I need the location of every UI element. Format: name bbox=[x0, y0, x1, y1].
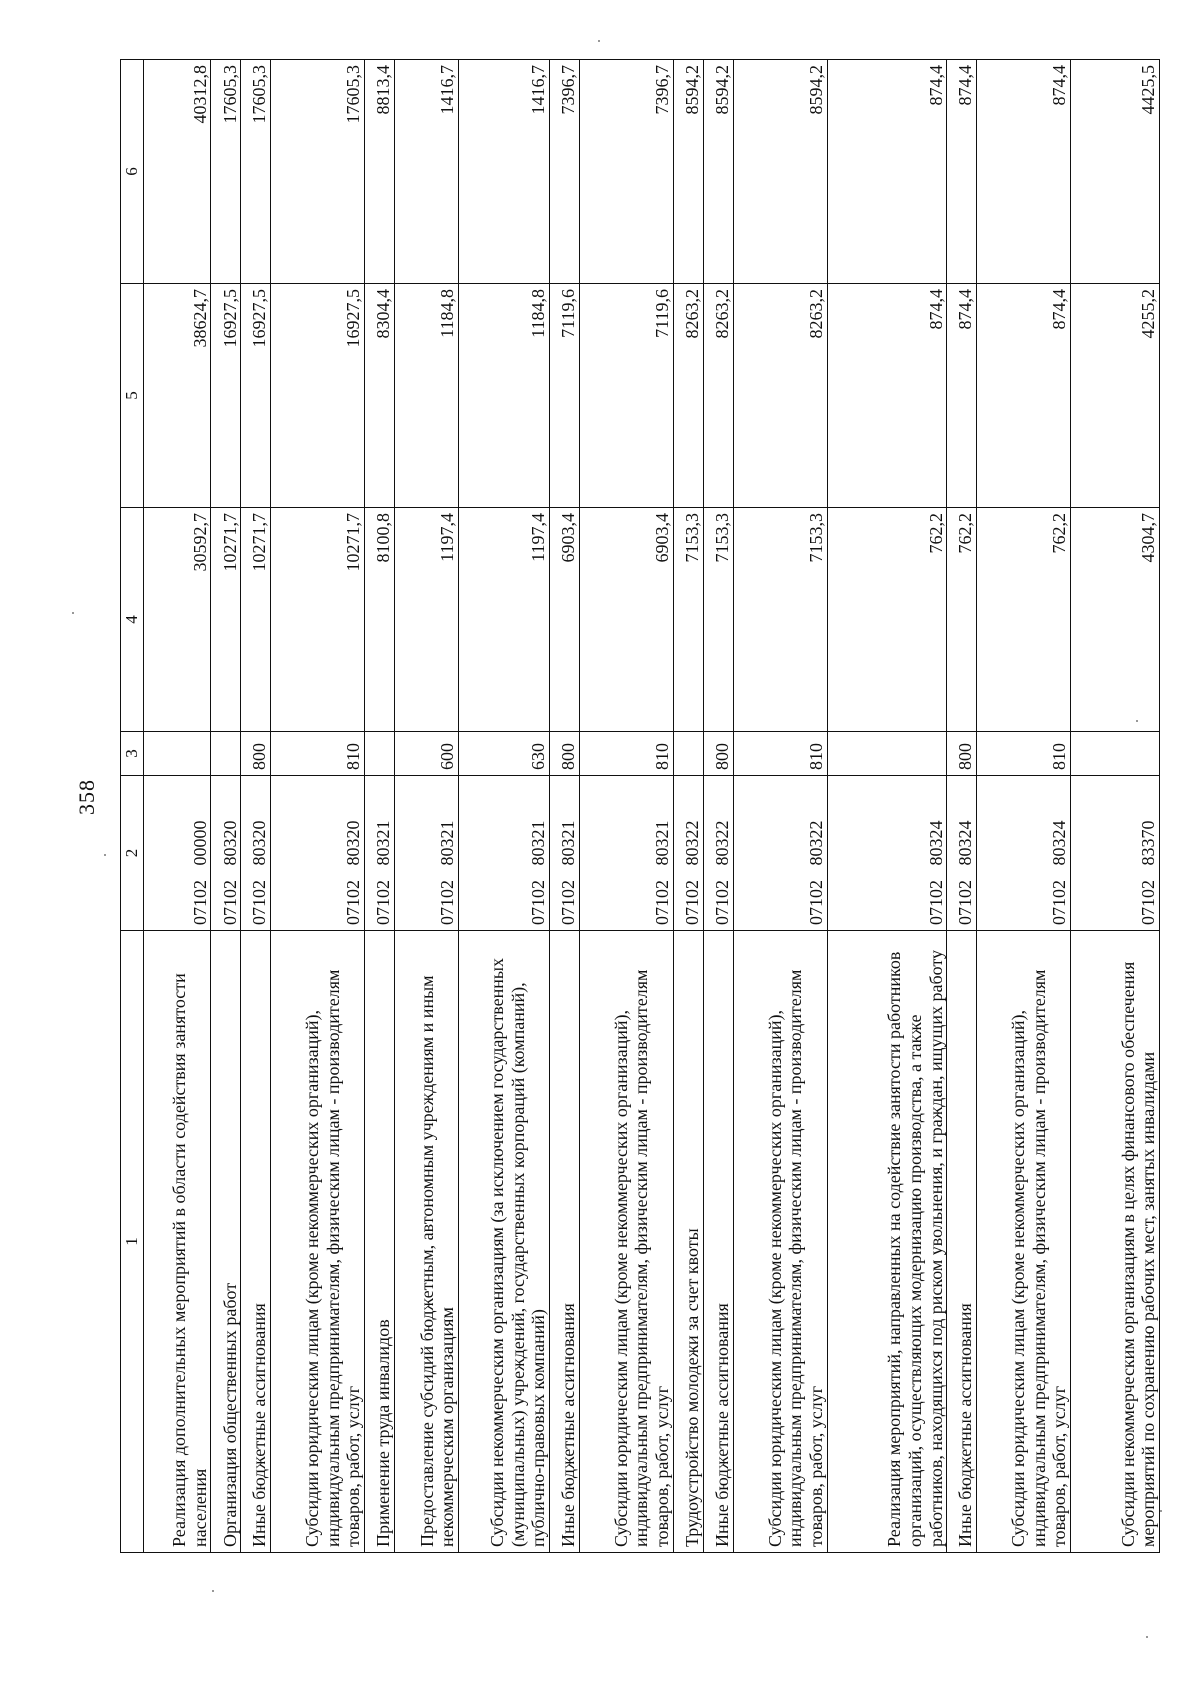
row-value-col4: 30592,7 bbox=[144, 508, 211, 732]
row-expense-type: 810 bbox=[271, 732, 365, 776]
row-expense-type bbox=[1071, 732, 1160, 776]
row-value-col6: 17605,3 bbox=[271, 60, 365, 284]
row-value-col5: 874,4 bbox=[977, 284, 1071, 508]
row-value-col4: 10271,7 bbox=[211, 508, 241, 732]
table-row bbox=[827, 60, 947, 1553]
row-target-code: 07102 80320 bbox=[211, 776, 241, 931]
row-value-col4: 762,2 bbox=[947, 508, 977, 732]
row-target-code: 07102 80324 bbox=[977, 776, 1071, 931]
row-value-col4: 4304,7 bbox=[1071, 508, 1160, 732]
scan-speck bbox=[104, 854, 106, 856]
table-row bbox=[549, 60, 579, 1553]
row-name: Субсидии некоммерческим организациям в целях финансового обеспечения мероприятий по сохранению рабочих мест, занятых инвалидами bbox=[1071, 931, 1160, 1553]
row-expense-type bbox=[144, 732, 211, 776]
row-value-col6: 8594,2 bbox=[703, 60, 733, 284]
row-target-code: 07102 80320 bbox=[241, 776, 271, 931]
header-col-6: 6 bbox=[121, 60, 144, 284]
row-name: Применение труда инвалидов bbox=[365, 931, 395, 1553]
table-row bbox=[733, 60, 827, 1553]
row-expense-type bbox=[365, 732, 395, 776]
row-value-col5: 8263,2 bbox=[673, 284, 703, 508]
row-value-col5: 7119,6 bbox=[549, 284, 579, 508]
row-expense-type bbox=[211, 732, 241, 776]
table-row bbox=[395, 60, 459, 1553]
row-expense-type: 800 bbox=[241, 732, 271, 776]
table-row bbox=[271, 60, 365, 1553]
row-value-col5: 8263,2 bbox=[703, 284, 733, 508]
row-expense-type: 800 bbox=[549, 732, 579, 776]
row-value-col5: 7119,6 bbox=[579, 284, 673, 508]
table-row bbox=[977, 60, 1071, 1553]
row-target-code: 07102 80321 bbox=[549, 776, 579, 931]
row-target-code: 07102 00000 bbox=[144, 776, 211, 931]
row-target-code: 07102 80322 bbox=[703, 776, 733, 931]
row-value-col5: 16927,5 bbox=[271, 284, 365, 508]
row-value-col4: 7153,3 bbox=[703, 508, 733, 732]
row-target-code: 07102 80320 bbox=[271, 776, 365, 931]
row-value-col4: 7153,3 bbox=[673, 508, 703, 732]
row-target-code: 07102 80324 bbox=[947, 776, 977, 931]
row-value-col4: 8100,8 bbox=[365, 508, 395, 732]
row-name: Субсидии некоммерческим организациям (за исключением государственных (муниципальных) учреждений, государственных корпораций (компаний), публично-правовых компаний) bbox=[459, 931, 550, 1553]
header-row bbox=[121, 60, 144, 1553]
table-row bbox=[211, 60, 241, 1553]
row-value-col4: 6903,4 bbox=[549, 508, 579, 732]
row-name: Предоставление субсидий бюджетным, автономным учреждениям и иным некоммерческим организациям bbox=[395, 931, 459, 1553]
scan-speck bbox=[1136, 720, 1138, 722]
row-name: Организация общественных работ bbox=[211, 931, 241, 1553]
row-name: Иные бюджетные ассигнования bbox=[241, 931, 271, 1553]
row-value-col4: 1197,4 bbox=[459, 508, 550, 732]
row-value-col5: 4255,2 bbox=[1071, 284, 1160, 508]
row-value-col5: 1184,8 bbox=[395, 284, 459, 508]
row-value-col6: 874,4 bbox=[947, 60, 977, 284]
budget-table-frame bbox=[120, 60, 1160, 1553]
row-target-code: 07102 80324 bbox=[827, 776, 947, 931]
row-name: Реализация дополнительных мероприятий в области содействия занятости населения bbox=[144, 931, 211, 1553]
row-value-col4: 10271,7 bbox=[271, 508, 365, 732]
header-col-1: 1 bbox=[121, 931, 144, 1553]
row-name: Иные бюджетные ассигнования bbox=[947, 931, 977, 1553]
budget-table bbox=[120, 59, 1160, 1553]
row-value-col6: 874,4 bbox=[827, 60, 947, 284]
table-row bbox=[365, 60, 395, 1553]
row-target-code: 07102 80321 bbox=[395, 776, 459, 931]
row-target-code: 07102 80322 bbox=[733, 776, 827, 931]
row-expense-type bbox=[673, 732, 703, 776]
row-value-col6: 4425,5 bbox=[1071, 60, 1160, 284]
row-value-col4: 1197,4 bbox=[395, 508, 459, 732]
row-name: Субсидии юридическим лицам (кроме некоммерческих организаций), индивидуальным предпринимателям, физическим лицам - производителям товаров, работ, услуг bbox=[733, 931, 827, 1553]
scan-speck bbox=[72, 612, 74, 614]
row-name: Иные бюджетные ассигнования bbox=[549, 931, 579, 1553]
row-name: Иные бюджетные ассигнования bbox=[703, 931, 733, 1553]
row-expense-type: 630 bbox=[459, 732, 550, 776]
row-value-col6: 7396,7 bbox=[549, 60, 579, 284]
row-expense-type: 800 bbox=[947, 732, 977, 776]
row-value-col4: 6903,4 bbox=[579, 508, 673, 732]
row-target-code: 07102 80321 bbox=[365, 776, 395, 931]
row-value-col5: 8304,4 bbox=[365, 284, 395, 508]
row-expense-type bbox=[827, 732, 947, 776]
table-row bbox=[144, 60, 211, 1553]
row-expense-type: 810 bbox=[733, 732, 827, 776]
row-target-code: 07102 80322 bbox=[673, 776, 703, 931]
row-value-col5: 16927,5 bbox=[211, 284, 241, 508]
row-value-col5: 1184,8 bbox=[459, 284, 550, 508]
row-value-col6: 8813,4 bbox=[365, 60, 395, 284]
row-value-col4: 10271,7 bbox=[241, 508, 271, 732]
row-value-col4: 762,2 bbox=[827, 508, 947, 732]
header-col-2: 2 bbox=[121, 776, 144, 931]
scan-speck bbox=[212, 1590, 214, 1592]
table-row bbox=[703, 60, 733, 1553]
row-value-col5: 16927,5 bbox=[241, 284, 271, 508]
row-value-col6: 40312,8 bbox=[144, 60, 211, 284]
row-value-col4: 7153,3 bbox=[733, 508, 827, 732]
row-value-col5: 874,4 bbox=[947, 284, 977, 508]
row-target-code: 07102 80321 bbox=[459, 776, 550, 931]
row-value-col5: 874,4 bbox=[827, 284, 947, 508]
table-row bbox=[241, 60, 271, 1553]
page-number: 358 bbox=[74, 779, 99, 815]
row-expense-type: 800 bbox=[703, 732, 733, 776]
table-row bbox=[459, 60, 550, 1553]
row-name: Субсидии юридическим лицам (кроме некоммерческих организаций), индивидуальным предпринимателям, физическим лицам - производителям товаров, работ, услуг bbox=[271, 931, 365, 1553]
row-target-code: 07102 83370 bbox=[1071, 776, 1160, 931]
row-expense-type: 810 bbox=[579, 732, 673, 776]
row-value-col5: 38624,7 bbox=[144, 284, 211, 508]
row-expense-type: 600 bbox=[395, 732, 459, 776]
row-name: Субсидии юридическим лицам (кроме некоммерческих организаций), индивидуальным предпринимателям, физическим лицам - производителям товаров, работ, услуг bbox=[579, 931, 673, 1553]
row-value-col6: 17605,3 bbox=[241, 60, 271, 284]
header-col-3: 3 bbox=[121, 732, 144, 776]
row-value-col6: 17605,3 bbox=[211, 60, 241, 284]
table-body bbox=[144, 60, 1160, 1553]
header-col-5: 5 bbox=[121, 284, 144, 508]
row-value-col6: 874,4 bbox=[977, 60, 1071, 284]
table-row bbox=[579, 60, 673, 1553]
row-value-col4: 762,2 bbox=[977, 508, 1071, 732]
row-value-col5: 8263,2 bbox=[733, 284, 827, 508]
table-row bbox=[673, 60, 703, 1553]
row-name: Субсидии юридическим лицам (кроме некоммерческих организаций), индивидуальным предпринимателям, физическим лицам - производителям товаров, работ, услуг bbox=[977, 931, 1071, 1553]
scan-speck bbox=[1146, 1636, 1148, 1638]
header-col-4: 4 bbox=[121, 508, 144, 732]
row-value-col6: 7396,7 bbox=[579, 60, 673, 284]
row-name: Реализация мероприятий, направленных на содействие занятости работников организаций, осуществляющих модернизацию производства, а также работников, находящихся под риском увольнения, и граждан, ищущих работу bbox=[827, 931, 947, 1553]
row-expense-type: 810 bbox=[977, 732, 1071, 776]
row-value-col6: 1416,7 bbox=[395, 60, 459, 284]
scan-speck bbox=[1160, 1510, 1162, 1512]
row-value-col6: 8594,2 bbox=[673, 60, 703, 284]
row-target-code: 07102 80321 bbox=[579, 776, 673, 931]
table-row bbox=[947, 60, 977, 1553]
table-row bbox=[1071, 60, 1160, 1553]
row-value-col6: 8594,2 bbox=[733, 60, 827, 284]
scan-speck bbox=[598, 40, 600, 42]
row-name: Трудоустройство молодежи за счет квоты bbox=[673, 931, 703, 1553]
row-value-col6: 1416,7 bbox=[459, 60, 550, 284]
